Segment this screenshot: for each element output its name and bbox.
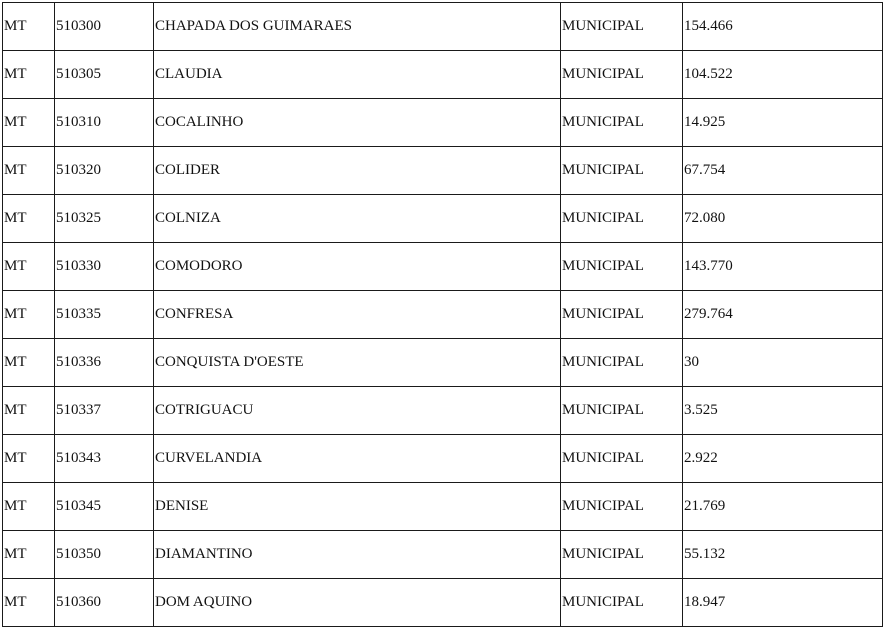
code-cell: 510320 xyxy=(55,147,154,195)
code-cell: 510305 xyxy=(55,51,154,99)
value-cell: 3.525 xyxy=(683,387,883,435)
value-cell: 67.754 xyxy=(683,147,883,195)
code-cell: 510336 xyxy=(55,339,154,387)
table-row xyxy=(3,579,883,627)
management-type-cell: MUNICIPAL xyxy=(561,51,683,99)
management-type-cell: MUNICIPAL xyxy=(561,339,683,387)
management-type-cell: MUNICIPAL xyxy=(561,387,683,435)
code-cell: 510360 xyxy=(55,579,154,627)
code-cell: 510343 xyxy=(55,435,154,483)
state-cell: MT xyxy=(3,243,55,291)
value-cell: 72.080 xyxy=(683,195,883,243)
code-cell: 510335 xyxy=(55,291,154,339)
state-cell: MT xyxy=(3,51,55,99)
municipality-name-cell: CURVELANDIA xyxy=(154,435,561,483)
value-cell: 30 xyxy=(683,339,883,387)
code-cell: 510330 xyxy=(55,243,154,291)
value-cell: 143.770 xyxy=(683,243,883,291)
municipality-table xyxy=(2,2,883,627)
state-cell: MT xyxy=(3,99,55,147)
state-cell: MT xyxy=(3,195,55,243)
management-type-cell: MUNICIPAL xyxy=(561,291,683,339)
municipality-name-cell: COCALINHO xyxy=(154,99,561,147)
value-cell: 14.925 xyxy=(683,99,883,147)
state-cell: MT xyxy=(3,291,55,339)
code-cell: 510300 xyxy=(55,3,154,51)
municipality-name-cell: DENISE xyxy=(154,483,561,531)
value-cell: 21.769 xyxy=(683,483,883,531)
municipality-name-cell: CONQUISTA D'OESTE xyxy=(154,339,561,387)
management-type-cell: MUNICIPAL xyxy=(561,195,683,243)
municipality-name-cell: DIAMANTINO xyxy=(154,531,561,579)
value-cell: 55.132 xyxy=(683,531,883,579)
municipality-name-cell: COMODORO xyxy=(154,243,561,291)
municipality-name-cell: CONFRESA xyxy=(154,291,561,339)
state-cell: MT xyxy=(3,579,55,627)
table-row xyxy=(3,147,883,195)
table-row xyxy=(3,51,883,99)
table-row xyxy=(3,99,883,147)
table-body xyxy=(3,3,883,627)
management-type-cell: MUNICIPAL xyxy=(561,579,683,627)
state-cell: MT xyxy=(3,483,55,531)
table-row xyxy=(3,483,883,531)
state-cell: MT xyxy=(3,387,55,435)
management-type-cell: MUNICIPAL xyxy=(561,531,683,579)
code-cell: 510325 xyxy=(55,195,154,243)
state-cell: MT xyxy=(3,147,55,195)
value-cell: 154.466 xyxy=(683,3,883,51)
table-row xyxy=(3,195,883,243)
code-cell: 510337 xyxy=(55,387,154,435)
table-row xyxy=(3,435,883,483)
municipality-name-cell: COLIDER xyxy=(154,147,561,195)
state-cell: MT xyxy=(3,339,55,387)
management-type-cell: MUNICIPAL xyxy=(561,3,683,51)
municipality-name-cell: CLAUDIA xyxy=(154,51,561,99)
management-type-cell: MUNICIPAL xyxy=(561,147,683,195)
state-cell: MT xyxy=(3,435,55,483)
table-row xyxy=(3,531,883,579)
management-type-cell: MUNICIPAL xyxy=(561,99,683,147)
table-row xyxy=(3,3,883,51)
management-type-cell: MUNICIPAL xyxy=(561,435,683,483)
municipality-name-cell: CHAPADA DOS GUIMARAES xyxy=(154,3,561,51)
management-type-cell: MUNICIPAL xyxy=(561,483,683,531)
value-cell: 18.947 xyxy=(683,579,883,627)
management-type-cell: MUNICIPAL xyxy=(561,243,683,291)
table-row xyxy=(3,291,883,339)
state-cell: MT xyxy=(3,531,55,579)
municipality-name-cell: DOM AQUINO xyxy=(154,579,561,627)
code-cell: 510350 xyxy=(55,531,154,579)
value-cell: 104.522 xyxy=(683,51,883,99)
table-row xyxy=(3,387,883,435)
value-cell: 279.764 xyxy=(683,291,883,339)
municipality-name-cell: COTRIGUACU xyxy=(154,387,561,435)
code-cell: 510310 xyxy=(55,99,154,147)
table-row xyxy=(3,339,883,387)
table-row xyxy=(3,243,883,291)
code-cell: 510345 xyxy=(55,483,154,531)
state-cell: MT xyxy=(3,3,55,51)
value-cell: 2.922 xyxy=(683,435,883,483)
municipality-name-cell: COLNIZA xyxy=(154,195,561,243)
